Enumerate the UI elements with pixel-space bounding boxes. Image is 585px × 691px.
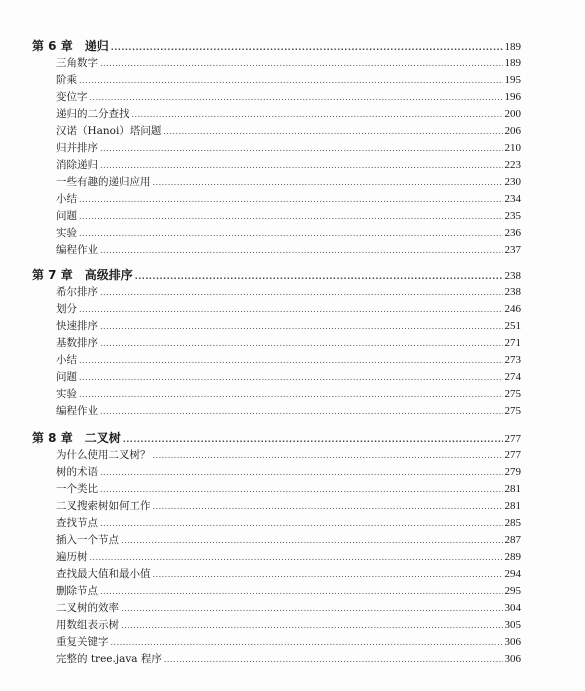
chapter-7-heading[interactable]	[32, 267, 521, 284]
entry-title: 实验	[56, 227, 77, 239]
entry-title: 小结	[56, 354, 77, 366]
toc-entry[interactable]	[56, 318, 521, 335]
entry-title: 遍历树	[56, 551, 88, 563]
dot-leader	[100, 464, 503, 481]
dot-leader	[132, 106, 503, 123]
entry-title: 希尔排序	[56, 286, 98, 298]
dot-leader	[100, 583, 503, 600]
entry-title: 小结	[56, 193, 77, 205]
entry-title: 变位字	[56, 91, 88, 103]
toc-entry[interactable]	[56, 335, 521, 352]
dot-leader	[121, 600, 503, 617]
page-number: 206	[504, 125, 521, 137]
toc-entry[interactable]	[56, 464, 521, 481]
dot-leader	[79, 301, 503, 318]
toc-entry[interactable]	[56, 481, 521, 498]
page-number: 234	[504, 193, 521, 205]
toc-entry[interactable]	[56, 191, 521, 208]
dot-leader	[153, 566, 503, 583]
entry-title: 二叉搜索树如何工作	[56, 500, 151, 512]
page-number: 210	[504, 142, 521, 154]
entry-title: 实验	[56, 388, 77, 400]
page-number: 189	[504, 57, 521, 69]
toc-entry[interactable]	[56, 157, 521, 174]
toc-entry[interactable]	[56, 403, 521, 420]
dot-leader	[135, 268, 503, 285]
dot-leader	[153, 447, 503, 464]
toc-entry[interactable]	[56, 634, 521, 651]
toc-entry[interactable]	[56, 284, 521, 301]
page-number: 305	[504, 619, 521, 631]
dot-leader	[100, 318, 503, 335]
entry-title: 阶乘	[56, 74, 77, 86]
entry-title: 树的术语	[56, 466, 98, 478]
page-number: 237	[504, 244, 521, 256]
toc-entry[interactable]	[56, 301, 521, 318]
dot-leader	[79, 386, 503, 403]
page-number: 295	[504, 585, 521, 597]
toc-entry[interactable]	[56, 515, 521, 532]
page-number: 246	[504, 303, 521, 315]
page-number: 277	[504, 449, 521, 461]
dot-leader	[79, 369, 503, 386]
page-number: 281	[504, 483, 521, 495]
entry-title: 基数排序	[56, 337, 98, 349]
entry-title: 完整的 tree.java 程序	[56, 653, 162, 665]
toc-entry[interactable]	[56, 583, 521, 600]
toc-entry[interactable]	[56, 549, 521, 566]
toc-entry[interactable]	[56, 140, 521, 157]
entry-title: 递归的二分查找	[56, 108, 130, 120]
entry-title: 问题	[56, 210, 77, 222]
dot-leader	[79, 208, 503, 225]
dot-leader	[163, 123, 502, 140]
page-number: 277	[504, 433, 521, 445]
page-number: 274	[504, 371, 521, 383]
entry-title: 用数组表示树	[56, 619, 119, 631]
chapter-6-heading[interactable]	[32, 38, 521, 55]
page-number: 275	[504, 405, 521, 417]
page-number: 223	[504, 159, 521, 171]
page-number: 189	[504, 41, 521, 53]
dot-leader	[153, 498, 503, 515]
page-number: 235	[504, 210, 521, 222]
dot-leader	[111, 39, 503, 56]
toc-entry[interactable]	[56, 447, 521, 464]
entry-title: 汉诺（Hanoi）塔问题	[56, 125, 162, 137]
entry-title: 快速排序	[56, 320, 98, 332]
toc-entry[interactable]	[56, 55, 521, 72]
page-number: 275	[504, 388, 521, 400]
dot-leader	[79, 225, 503, 242]
dot-leader	[90, 549, 503, 566]
entry-title: 为什么使用二叉树？	[56, 449, 151, 461]
page-number: 236	[504, 227, 521, 239]
page-number: 196	[504, 91, 521, 103]
toc-entry[interactable]	[56, 174, 521, 191]
dot-leader	[153, 174, 503, 191]
toc-entry[interactable]	[56, 208, 521, 225]
page-number: 238	[504, 270, 521, 282]
entry-title: 划分	[56, 303, 77, 315]
dot-leader	[121, 617, 503, 634]
dot-leader	[100, 242, 503, 259]
dot-leader	[111, 634, 503, 651]
dot-leader	[90, 89, 503, 106]
page-number: 230	[504, 176, 521, 188]
dot-leader	[100, 481, 503, 498]
entry-title: 编程作业	[56, 405, 98, 417]
dot-leader	[100, 515, 503, 532]
toc-entry[interactable]	[56, 600, 521, 617]
toc-entry[interactable]	[56, 72, 521, 89]
page-number: 287	[504, 534, 521, 546]
dot-leader	[79, 352, 503, 369]
entry-title: 一些有趣的递归应用	[56, 176, 151, 188]
entry-title: 插入一个节点	[56, 534, 119, 546]
toc-entry[interactable]	[56, 651, 521, 668]
dot-leader	[100, 284, 503, 301]
dot-leader	[100, 335, 503, 352]
entry-title: 删除节点	[56, 585, 98, 597]
dot-leader	[100, 403, 503, 420]
page-number: 289	[504, 551, 521, 563]
toc-entry[interactable]	[56, 123, 521, 140]
toc-entry[interactable]	[56, 498, 521, 515]
entry-title: 重复关键字	[56, 636, 109, 648]
entry-title: 查找节点	[56, 517, 98, 529]
chapter-8-heading[interactable]	[32, 430, 521, 447]
entry-title: 消除递归	[56, 159, 98, 171]
page-number: 238	[504, 286, 521, 298]
toc-entry[interactable]	[56, 106, 521, 123]
toc-entry[interactable]	[56, 566, 521, 583]
page-number: 271	[504, 337, 521, 349]
entry-title: 三角数字	[56, 57, 98, 69]
dot-leader	[121, 532, 503, 549]
entry-title: 一个类比	[56, 483, 98, 495]
page-number: 285	[504, 517, 521, 529]
toc-entry[interactable]	[56, 369, 521, 386]
page-number: 294	[504, 568, 521, 580]
entry-title: 问题	[56, 371, 77, 383]
chapter-title: 第 8 章 二叉树	[32, 431, 121, 445]
entry-title: 归并排序	[56, 142, 98, 154]
dot-leader	[123, 431, 503, 448]
toc-entry[interactable]	[56, 225, 521, 242]
entry-title: 二叉树的效率	[56, 602, 119, 614]
toc-entry[interactable]	[56, 617, 521, 634]
dot-leader	[100, 55, 503, 72]
toc-entry[interactable]	[56, 242, 521, 259]
toc-entry[interactable]	[56, 352, 521, 369]
page-number: 200	[504, 108, 521, 120]
page-number: 279	[504, 466, 521, 478]
page-number: 251	[504, 320, 521, 332]
dot-leader	[79, 191, 503, 208]
chapter-title: 第 7 章 高级排序	[32, 268, 133, 282]
entry-title: 查找最大值和最小值	[56, 568, 151, 580]
toc-entry[interactable]	[56, 532, 521, 549]
page-number: 304	[504, 602, 521, 614]
page-number: 195	[504, 74, 521, 86]
dot-leader	[100, 140, 503, 157]
dot-leader	[79, 72, 503, 89]
dot-leader	[100, 157, 503, 174]
page-number: 281	[504, 500, 521, 512]
entry-title: 编程作业	[56, 244, 98, 256]
chapter-title: 第 6 章 递归	[32, 39, 109, 53]
page-number: 306	[504, 636, 521, 648]
toc-entry[interactable]	[56, 89, 521, 106]
page-number: 306	[504, 653, 521, 665]
toc-entry[interactable]	[56, 386, 521, 403]
dot-leader	[164, 651, 503, 668]
page-number: 273	[504, 354, 521, 366]
